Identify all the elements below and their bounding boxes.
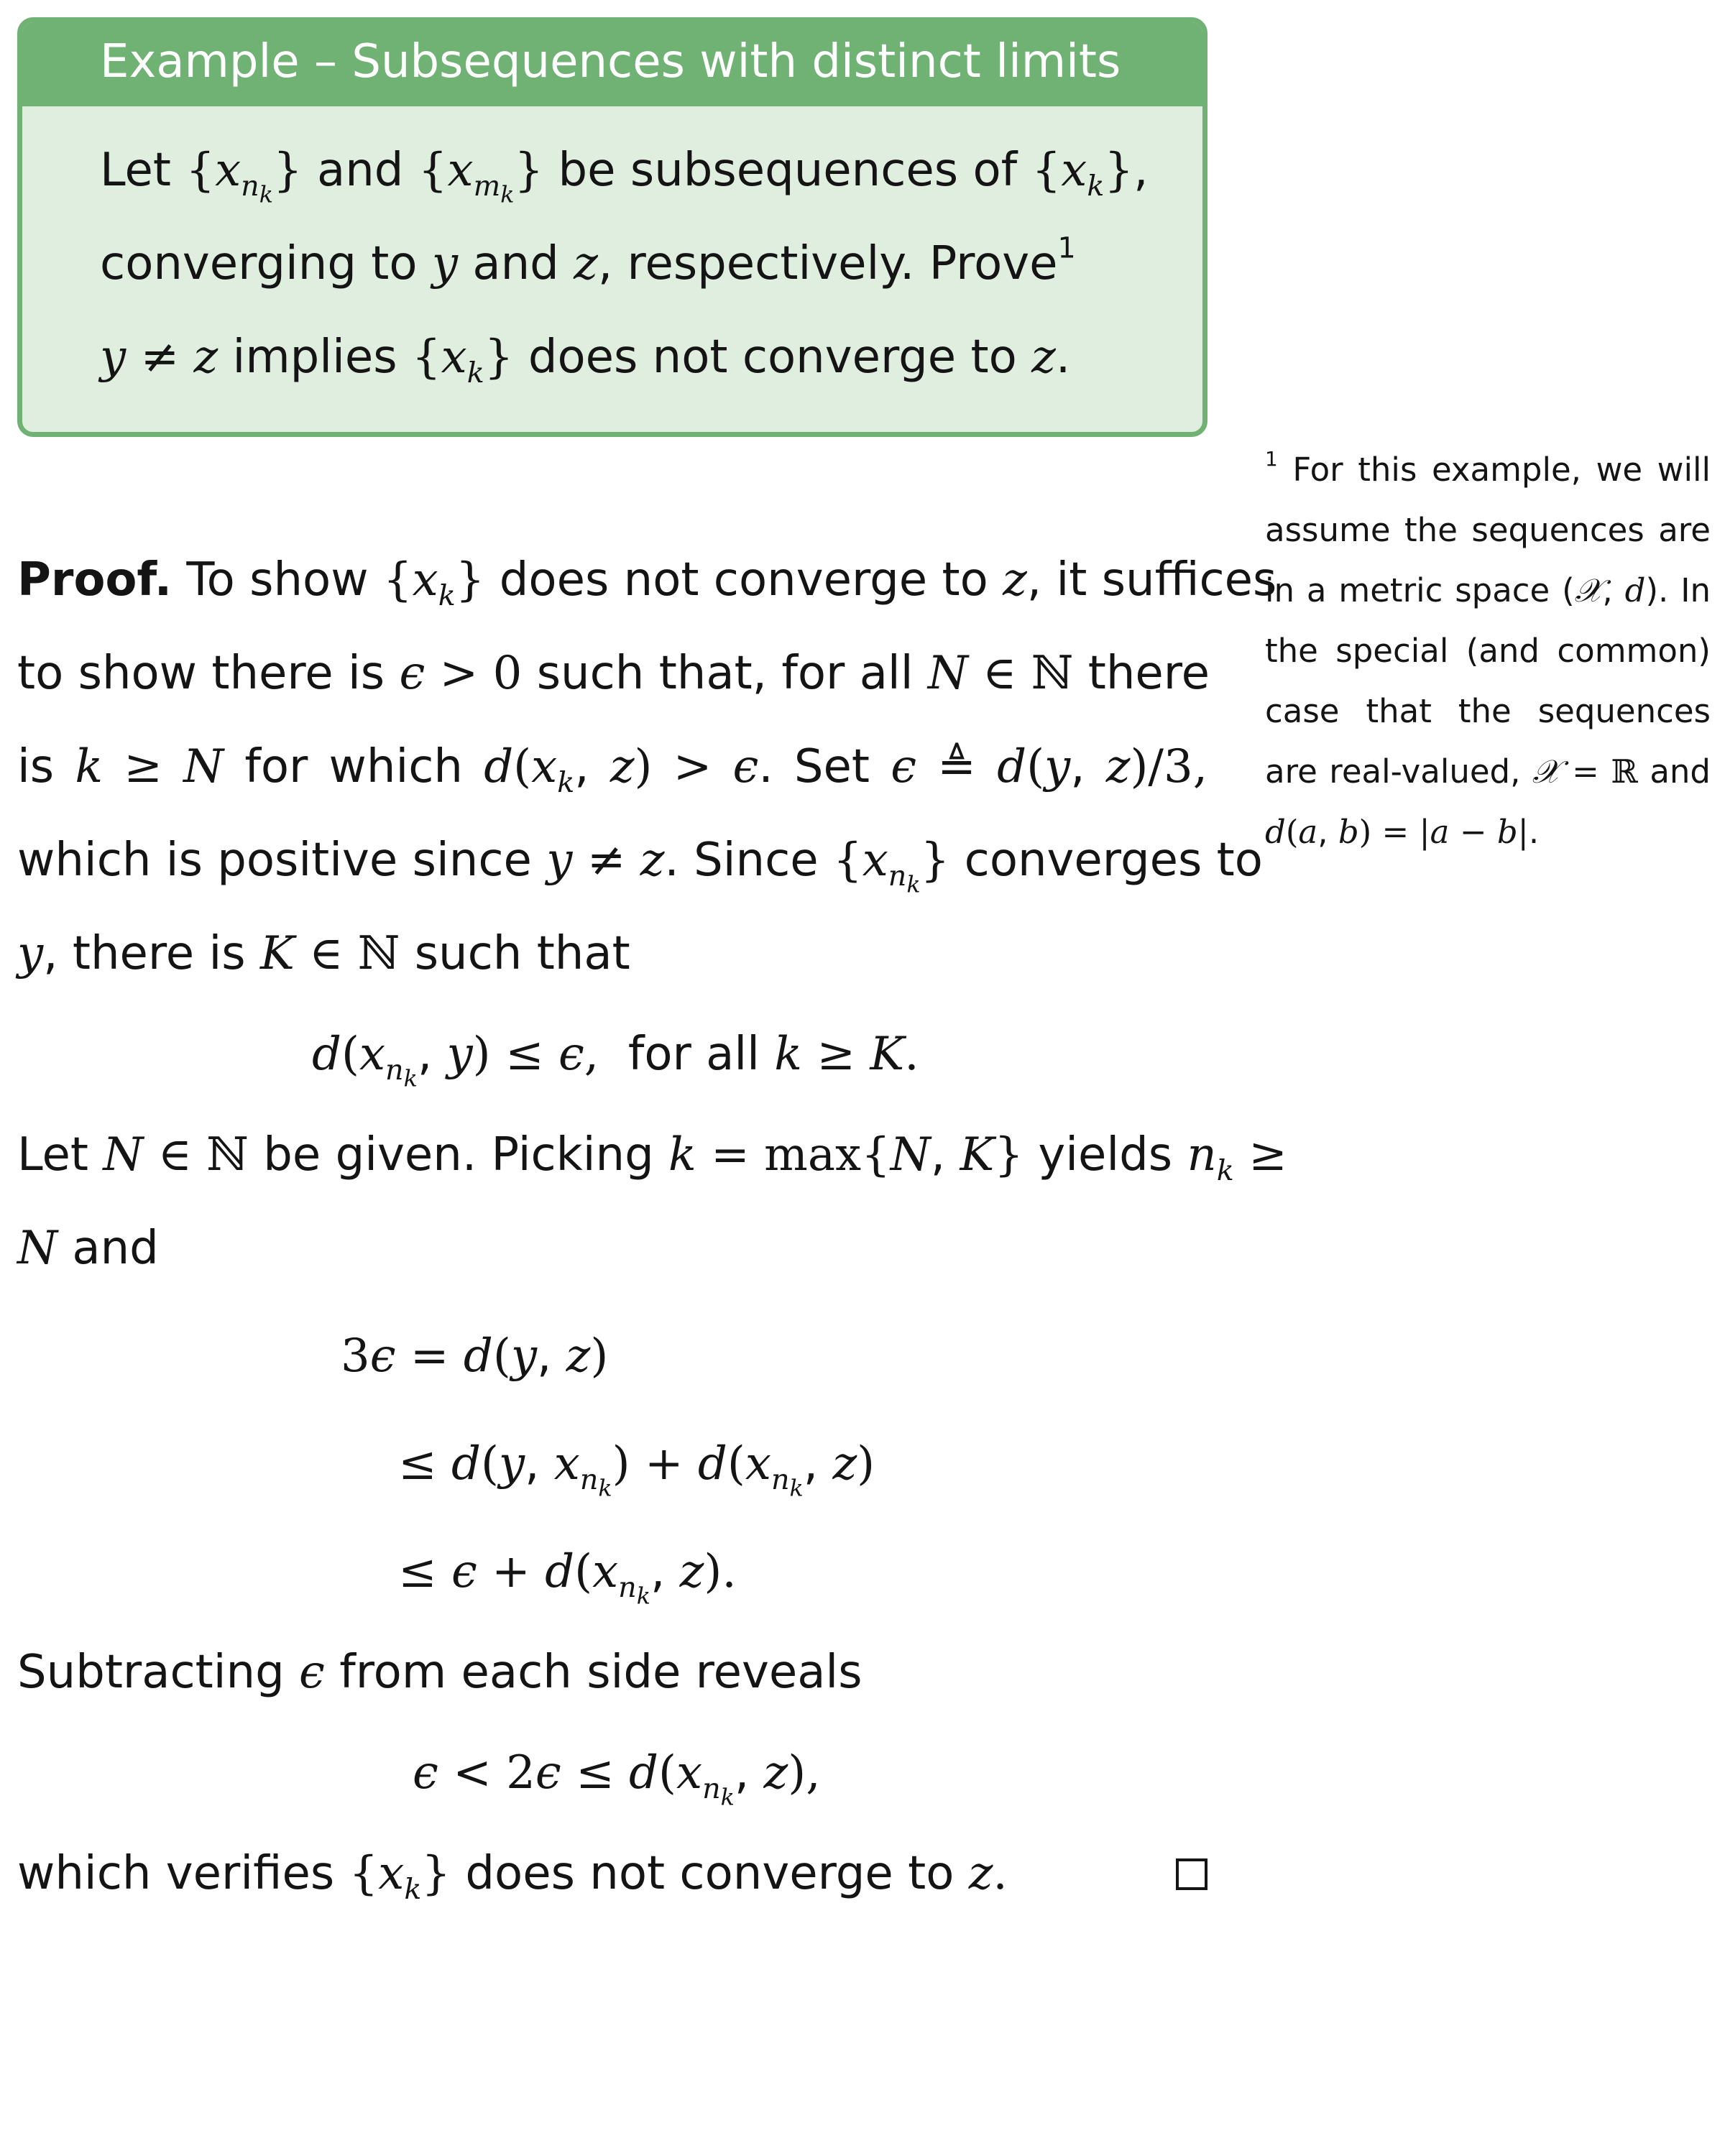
proof-line-9: which verifies $\{x_k\}$ does not converge to z. [17,1827,1208,1920]
proof-line-8: Subtracting ϵ from each side reveals [17,1646,862,1699]
equation-1: $d(x_{n_k}$, y) ≤ ϵ, for all k ≥ K. [312,1028,919,1092]
proof-line-6: Let N ∈ ℕ be given. Picking k = max{N, K} yields $n_k$ ≥ [17,1128,1287,1187]
sidenote: $^1$ For this example, we will assume the sequences are in a metric space (𝒳, d). In the special (and common) case that the sequences are real-valued, 𝒳 = ℝ and d(a, b) = |a − b|. [1265,447,1711,851]
equation-2-line-1: 3ϵ = d(y, z) [341,1330,609,1383]
example-line-1: Let $\{x_{n_k}\}$ and $\{x_{m_k}\}$ be subsequences of $\{x_k\}$, [100,144,1149,208]
equation-2-line-2: ≤ d(y, $x_{n_k}) + d(x_{n_k}$, z) [398,1437,875,1502]
equation-2-line-3: ≤ $\epsilon + d(x_{n_k}$, z). [398,1545,737,1610]
example-box [17,17,1208,437]
example-line-3: y ≠ z implies $\{x_k\}$ does not converge to z. [100,331,1071,390]
proof-line-4: which is positive since y ≠ z. Since $\{x_{n_k}\}$ converges to [17,834,1263,898]
proof [17,533,1287,1920]
equation-3: $\epsilon < 2\epsilon \le d(x_{n_k}$, z), [413,1746,821,1811]
example-statement [22,124,1202,404]
example-line-2: converging to y and z, respectively. Prove$^1$ [100,231,1076,290]
proof-line-1: Proof. To show $\{x_k\}$ does not converge to z, it suffices [17,553,1277,612]
proof-line-2: to show there is ϵ > 0 such that, for all N ∈ ℕ there [17,647,1210,700]
proof-line-5: y, there is K ∈ ℕ such that [17,927,630,980]
proof-label: Proof. [17,553,172,607]
proof-line-3: is k ≥ N for which $d(x_k$, z) > ϵ. Set ϵ ≜ d(y, z)/3, [17,740,1208,799]
example-title: Example – Subsequences with distinct limits [22,17,1202,106]
qed-square-icon [1176,1858,1208,1890]
footnote-marker: 1 [1057,231,1076,265]
proof-line-7: N and [17,1222,159,1275]
